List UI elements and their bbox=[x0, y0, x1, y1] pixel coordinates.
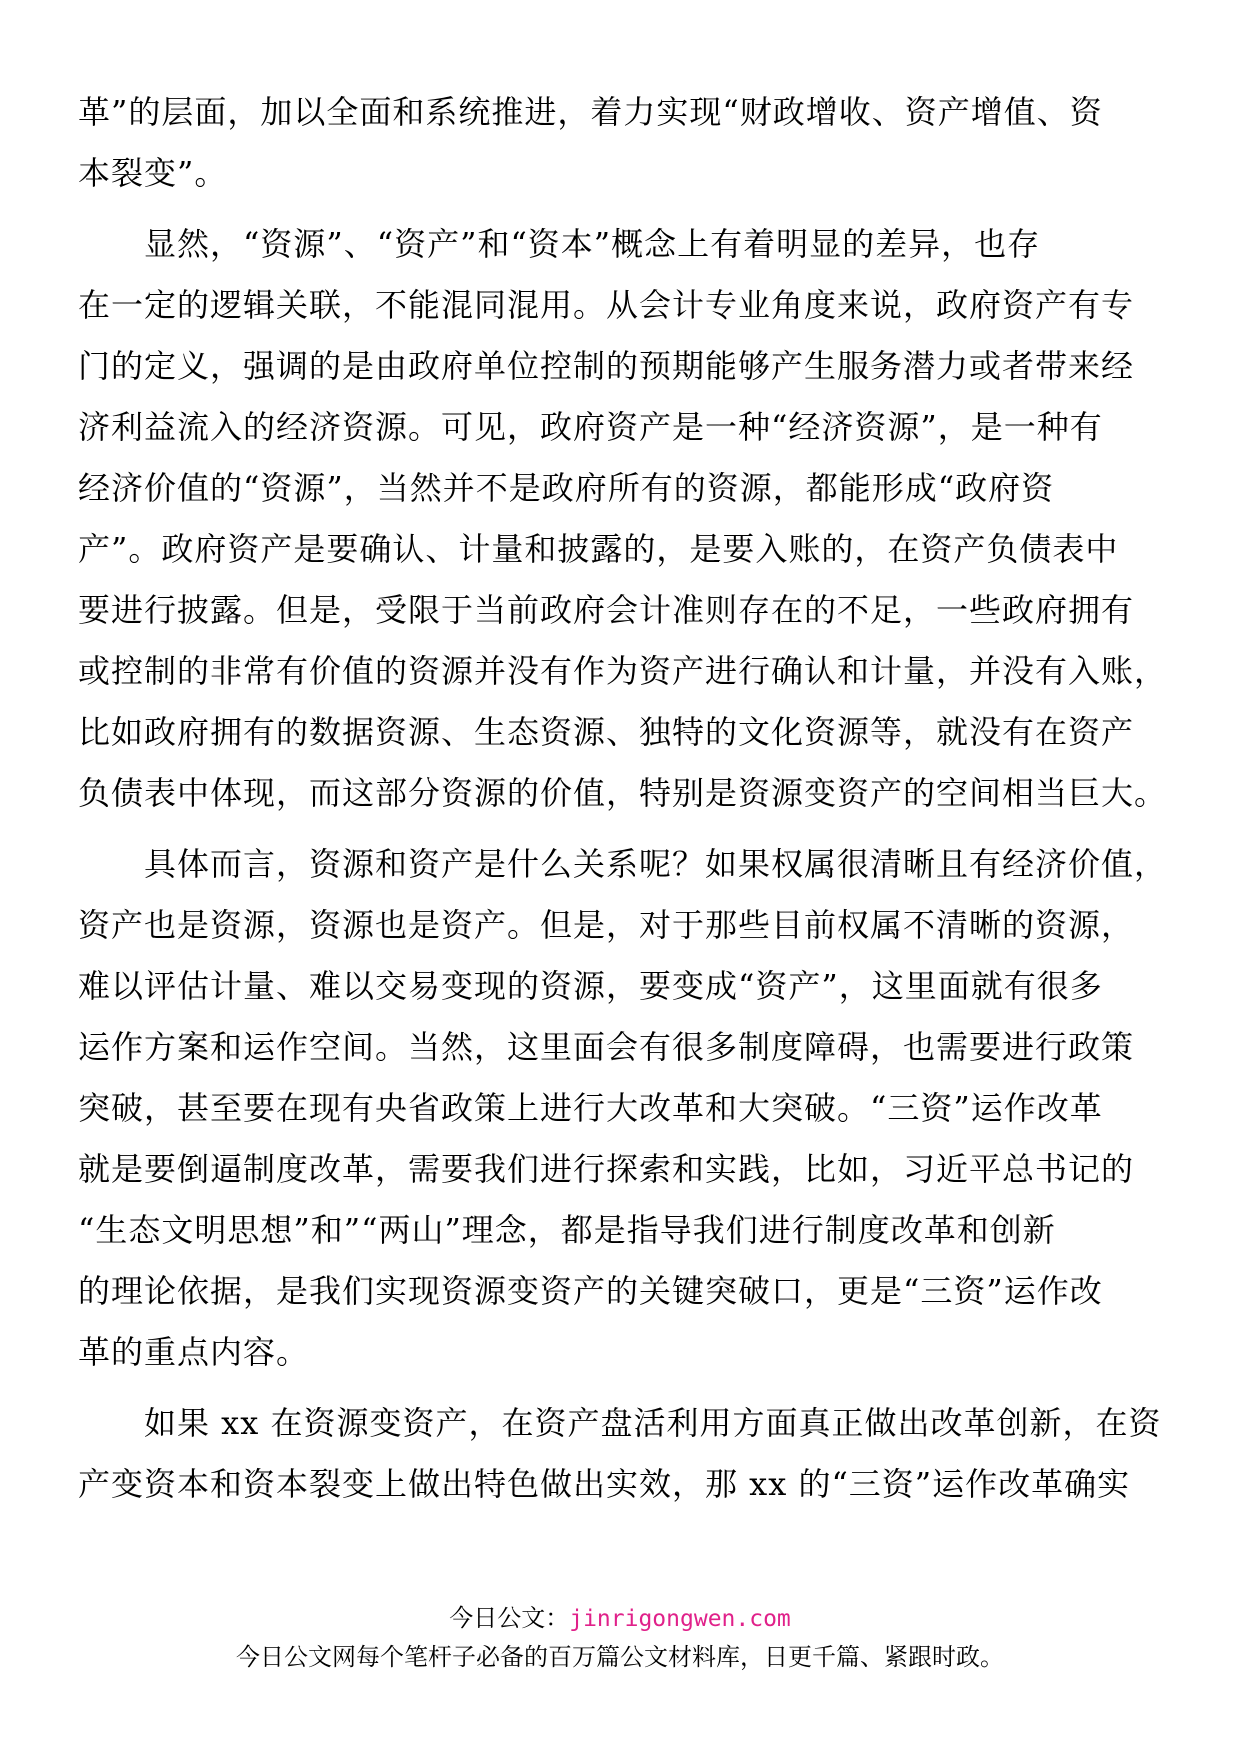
text-line: 的理论依据，是我们实现资源变资产的关键突破口，更是“三资”运作改 bbox=[78, 1272, 1103, 1310]
text-line: 产”。政府资产是要确认、计量和披露的，是要入账的，在资产负债表中 bbox=[78, 530, 1119, 568]
footer-site-label: 今日公文： bbox=[449, 1604, 570, 1632]
text-line: “生态文明思想”和”“两山”理念，都是指导我们进行制度改革和创新 bbox=[78, 1211, 1056, 1249]
paragraph-start-line: 如果 xx 在资源变资产，在资产盘活利用方面真正做出改革创新，在资 bbox=[144, 1404, 1162, 1442]
paragraph-gap bbox=[78, 824, 1164, 834]
paragraph-gap bbox=[78, 204, 1164, 214]
paragraph-gap bbox=[78, 1383, 1164, 1393]
document-body bbox=[78, 82, 1168, 1515]
text-line: 比如政府拥有的数据资源、生态资源、独特的文化资源等，就没有在资产 bbox=[78, 713, 1135, 751]
text-line: 革的重点内容。 bbox=[78, 1333, 310, 1371]
footer-slogan: 今日公文网每个笔杆子必备的百万篇公文材料库，日更千篇、紧跟时政。 bbox=[236, 1643, 1004, 1671]
text-line: 经济价值的“资源”，当然并不是政府所有的资源，都能形成“政府资 bbox=[78, 469, 1055, 507]
text-line: 革”的层面，加以全面和系统推进，着力实现“财政增收、资产增值、资 bbox=[78, 93, 1103, 131]
text-line: 门的定义，强调的是由政府单位控制的预期能够产生服务潜力或者带来经 bbox=[78, 347, 1135, 385]
text-line: 产变资本和资本裂变上做出特色做出实效，那 xx 的“三资”运作改革确实 bbox=[78, 1465, 1131, 1503]
paragraph-start-line: 显然，“资源”、“资产”和“资本”概念上有着明显的差异，也存 bbox=[144, 225, 1041, 263]
text-line: 难以评估计量、难以交易变现的资源，要变成“资产”，这里面就有很多 bbox=[78, 967, 1103, 1005]
text-line: 资产也是资源，资源也是资产。但是，对于那些目前权属不清晰的资源， bbox=[78, 906, 1135, 944]
footer-site bbox=[0, 1603, 1240, 1634]
text-line: 就是要倒逼制度改革，需要我们进行探索和实践，比如，习近平总书记的 bbox=[78, 1150, 1135, 1188]
text-line: 本裂变”。 bbox=[78, 154, 228, 192]
footer-site-url[interactable]: jinrigongwen.com bbox=[569, 1606, 791, 1632]
paragraph-start-line: 具体而言，资源和资产是什么关系呢？如果权属很清晰且有经济价值， bbox=[144, 845, 1168, 883]
text-line: 运作方案和运作空间。当然，这里面会有很多制度障碍，也需要进行政策 bbox=[78, 1028, 1135, 1066]
text-line: 负债表中体现，而这部分资源的价值，特别是资源变资产的空间相当巨大。 bbox=[78, 774, 1168, 812]
text-line: 或控制的非常有价值的资源并没有作为资产进行确认和计量，并没有入账， bbox=[78, 652, 1168, 690]
text-line: 济利益流入的经济资源。可见，政府资产是一种“经济资源”，是一种有 bbox=[78, 408, 1103, 446]
text-line: 要进行披露。但是，受限于当前政府会计准则存在的不足，一些政府拥有 bbox=[78, 591, 1135, 629]
text-line: 突破，甚至要在现有央省政策上进行大改革和大突破。“三资”运作改革 bbox=[78, 1089, 1103, 1127]
text-line: 在一定的逻辑关联，不能混同混用。从会计专业角度来说，政府资产有专 bbox=[78, 286, 1135, 324]
